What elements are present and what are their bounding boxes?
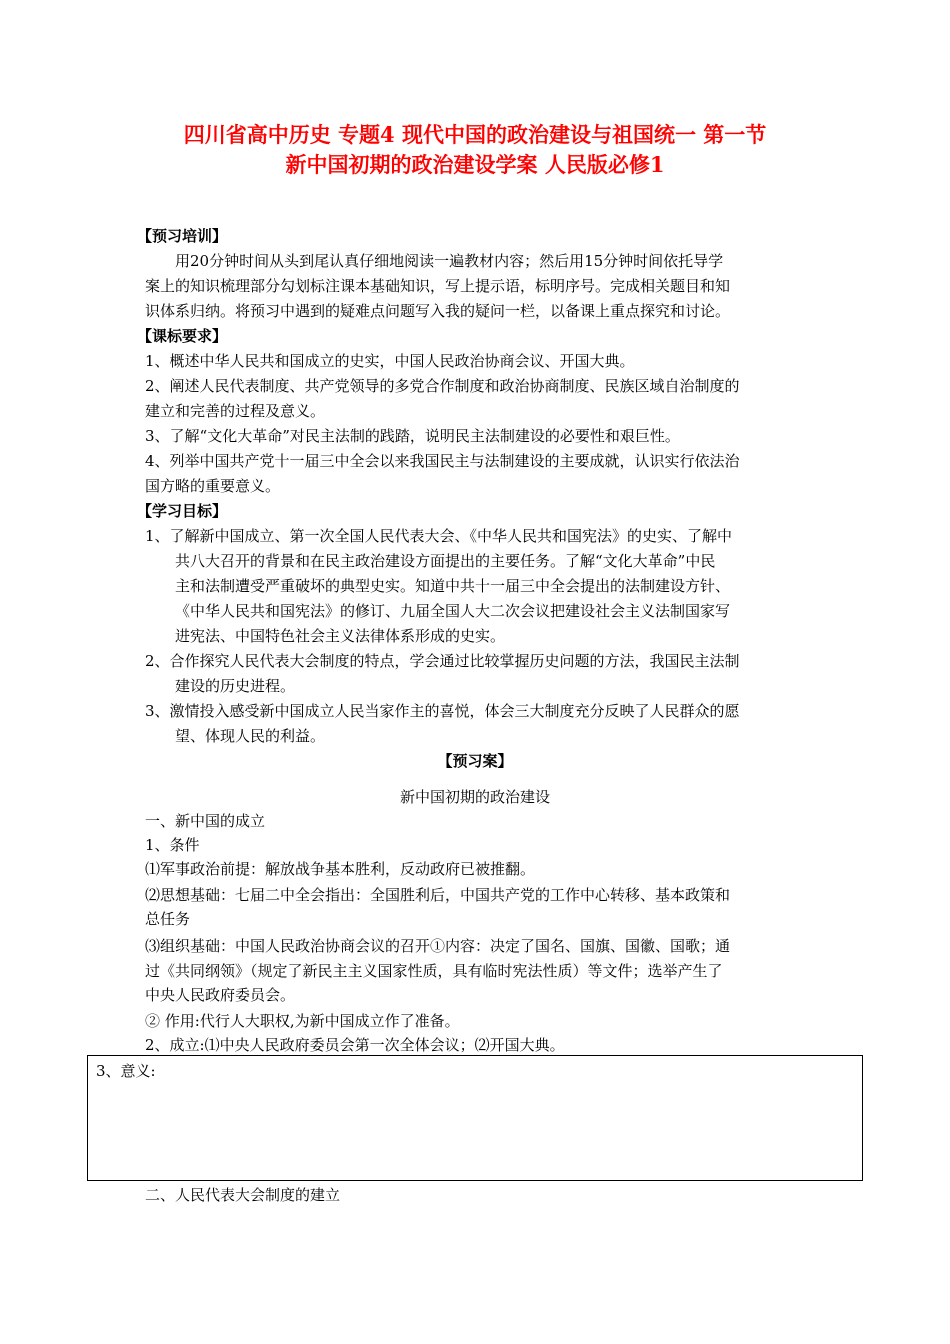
objective-item: 建设的历史进程。: [175, 677, 296, 695]
curriculum-item: 4、列举中国共产党十一届三中全会以来我国民主与法制建设的主要成就，认识实行依法治: [145, 452, 740, 470]
preview-case-line: 1、条件: [145, 836, 200, 854]
preview-training-text: 识体系归纳。将预习中遇到的疑难点问题写入我的疑问一栏，以备课上重点探究和讨论。: [145, 302, 731, 320]
objective-item: 望、体现人民的利益。: [175, 727, 326, 745]
objectives-heading: 【学习目标】: [137, 502, 228, 520]
curriculum-item: 2、阐述人民代表制度、共产党领导的多党合作制度和政治协商制度、民族区域自治制度的: [145, 377, 740, 395]
preview-training-text: 用20分钟时间从头到尾认真仔细地阅读一遍教材内容；然后用15分钟时间依托导学: [175, 252, 724, 270]
preview-case-heading: 【预习案】: [437, 752, 513, 770]
objective-item: 1、了解新中国成立、第一次全国人民代表大会、《中华人民共和国宪法》的史实、了解中: [145, 527, 733, 545]
preview-case-subtitle: 新中国初期的政治建设: [399, 788, 550, 806]
next-section-heading: 二、人民代表大会制度的建立: [145, 1186, 341, 1204]
significance-label: 3、意义:: [96, 1062, 156, 1080]
curriculum-item: 1、概述中华人民共和国成立的史实，中国人民政治协商会议、开国大典。: [145, 352, 635, 370]
document-title-line-2: 新中国初期的政治建设学案 人民版必修1: [285, 152, 665, 177]
preview-case-line: ⑶组织基础：中国人民政治协商会议的召开①内容：决定了国名、国旗、国徽、国歌；通: [145, 937, 731, 955]
preview-case-line: 中央人民政府委员会。: [145, 986, 296, 1004]
curriculum-item: 3、了解“文化大革命”对民主法制的践踏，说明民主法制建设的必要性和艰巨性。: [145, 427, 680, 445]
curriculum-heading: 【课标要求】: [137, 327, 228, 345]
curriculum-item: 国方略的重要意义。: [145, 477, 281, 495]
objective-item: 共八大召开的背景和在民主政治建设方面提出的主要任务。了解“文化大革命”中民: [175, 552, 716, 570]
objective-item: 2、合作探究人民代表大会制度的特点，学会通过比较掌握历史问题的方法，我国民主法制: [145, 652, 740, 670]
objective-item: 主和法制遭受严重破坏的典型史实。知道中共十一届三中全会提出的法制建设方针、: [175, 577, 731, 595]
preview-case-line: ② 作用:代行人大职权,为新中国成立作了准备。: [145, 1012, 460, 1030]
objective-item: 进宪法、中国特色社会主义法律体系形成的史实。: [175, 627, 506, 645]
document-title-line-1: 四川省高中历史 专题4 现代中国的政治建设与祖国统一 第一节: [183, 122, 767, 147]
preview-case-line: ⑴军事政治前提：解放战争基本胜利，反动政府已被推翻。: [145, 860, 536, 878]
preview-case-line: 2、成立:⑴中央人民政府委员会第一次全体会议；⑵开国大典。: [145, 1036, 565, 1054]
preview-training-text: 案上的知识梳理部分勾划标注课本基础知识，写上提示语，标明序号。完成相关题目和知: [145, 277, 731, 295]
preview-case-line: 过《共同纲领》（规定了新民主主义国家性质，具有临时宪法性质）等文件；选举产生了: [145, 962, 723, 980]
curriculum-item: 建立和完善的过程及意义。: [145, 402, 326, 420]
preview-case-line: ⑵思想基础：七届二中全会指出：全国胜利后，中国共产党的工作中心转移、基本政策和: [145, 886, 731, 904]
significance-answer-box[interactable]: [87, 1055, 863, 1181]
preview-case-line: 一、新中国的成立: [145, 812, 266, 830]
objective-item: 3、激情投入感受新中国成立人民当家作主的喜悦，体会三大制度充分反映了人民群众的愿: [145, 702, 740, 720]
preview-case-line: 总任务: [145, 910, 191, 928]
objective-item: 《中华人民共和国宪法》的修订、九届全国人大二次会议把建设社会主义法制国家写: [175, 602, 731, 620]
preview-training-heading: 【预习培训】: [137, 227, 228, 245]
